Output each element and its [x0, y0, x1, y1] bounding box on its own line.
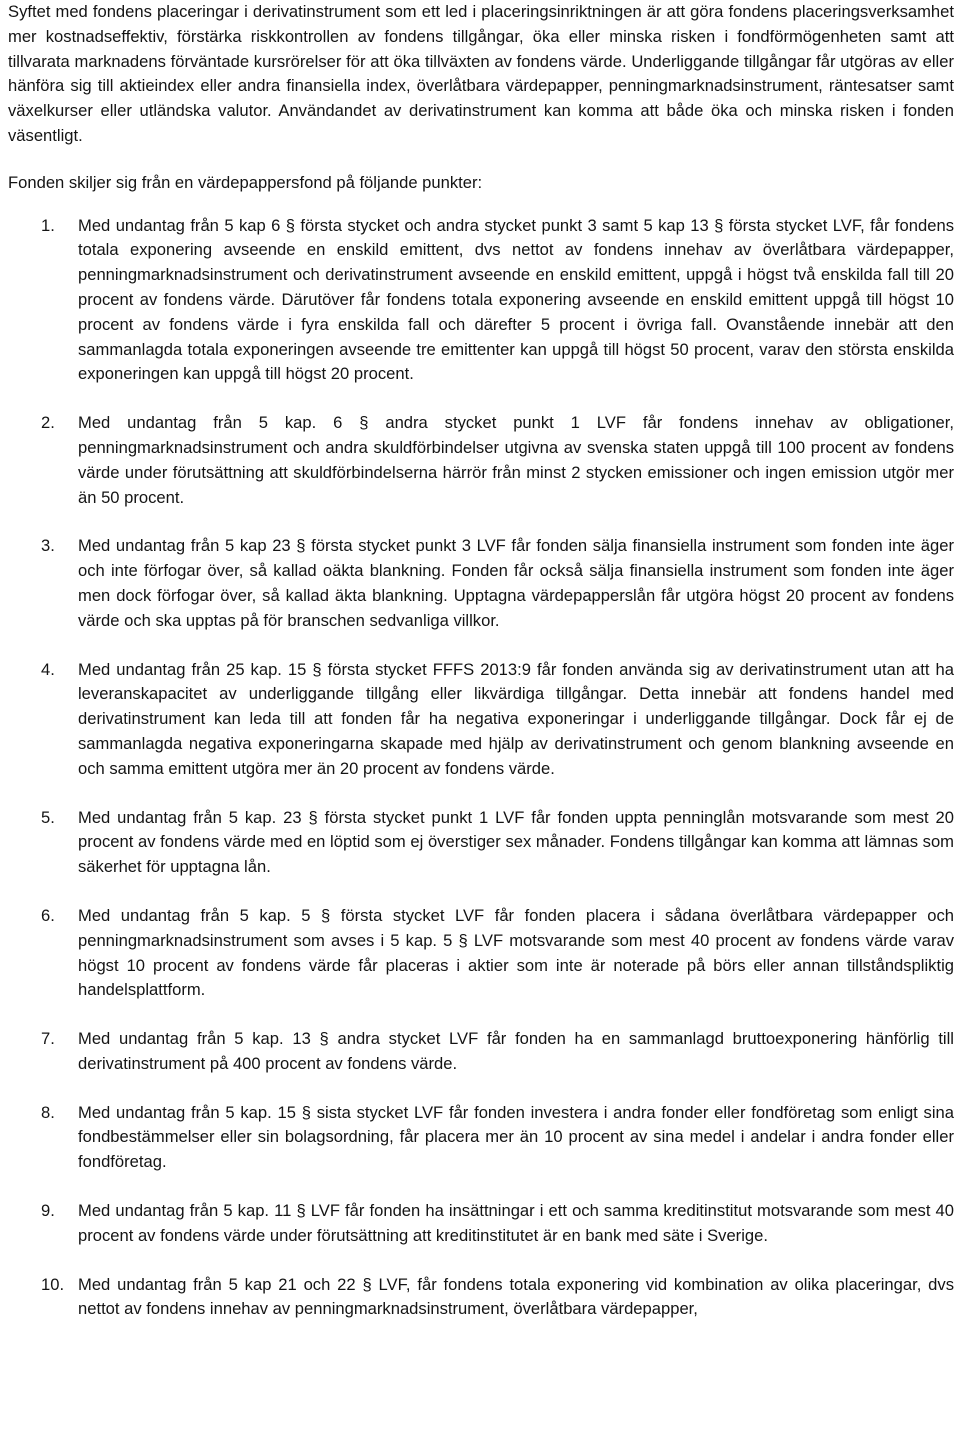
item-number: 10.: [41, 1274, 65, 1294]
item-number: 1.: [41, 215, 55, 235]
item-number: 9.: [41, 1201, 55, 1221]
list-lead-sentence: Fonden skiljer sig från en värdepappersfond på följande punkter:: [8, 172, 483, 192]
item-number: 7.: [41, 1029, 55, 1049]
list-item: [8, 534, 954, 633]
item-number: 3.: [41, 536, 55, 556]
item-text: Med undantag från 5 kap 6 § första stycket och andra stycket punkt 3 samt 5 kap 13 § första stycket LVF, får fondens totala exponering avseende en enskild emittent, dvs nettot av fondens innehav av överlåtbara värdepapper, penningmarknadsinstrument och derivatinstrument avseende en enskild emittent, uppgå i högst två enskilda fall till 20 procent av fondens värde. Därutöver får fondens totala exponering avseende en enskild emittent uppgå till högst 10 procent av fondens värde i fyra enskilda fall och därefter 5 procent i övriga fall. Ovanstående innebär att den sammanlagda totala exponeringen avseende tre emittenter kan uppgå till högst 50 procent, varav den största enskilda exponeringen kan uppgå till högst 20 procent.: [78, 215, 954, 384]
list-item: [8, 1027, 954, 1077]
item-number: 4.: [41, 659, 55, 679]
numbered-list: [8, 214, 954, 1323]
item-text: Med undantag från 5 kap. 5 § första stycket LVF får fonden placera i sådana överlåtbara värdepapper och penningmarknadsinstrument som avses i 5 kap. 5 § LVF motsvarande som mest 40 procent av fondens värde varav högst 10 procent av fondens värde får placeras i aktier som inte är noterade på börs eller annan tillståndspliktig handelsplattform.: [78, 905, 954, 1000]
list-item: [8, 658, 954, 782]
item-number: 8.: [41, 1102, 55, 1122]
list-item: [8, 1199, 954, 1249]
item-text: Med undantag från 5 kap. 13 § andra stycket LVF får fonden ha en sammanlagd bruttoexponering hänförlig till derivatinstrument på 400 procent av fondens värde.: [78, 1029, 954, 1073]
list-item: [8, 214, 954, 388]
list-item: [8, 1273, 954, 1323]
list-item: [8, 806, 954, 880]
list-item: [8, 1101, 954, 1175]
item-text: Med undantag från 5 kap. 23 § första stycket punkt 1 LVF får fonden uppta penninglån motsvarande som mest 20 procent av fondens värde med en löptid som ej överstiger sex månader. Fondens tillgångar kan komma att lämnas som säkerhet för upptagna lån.: [78, 807, 954, 877]
item-text: Med undantag från 5 kap. 11 § LVF får fonden ha insättningar i ett och samma kreditinstitut motsvarande som mest 40 procent av fondens värde under förutsättning att kreditinstitutet är en bank med säte i Sverige.: [78, 1201, 954, 1245]
item-text: Med undantag från 25 kap. 15 § första stycket FFFS 2013:9 får fonden använda sig av derivatinstrument utan att ha leveranskapacitet av underliggande tillgång eller likvärdiga tillgångar. Detta innebär att fondens handel med derivatinstrument kan leda till att fonden får ha negativa exponeringar i underliggande tillgångar. Dock får ej de sammanlagda negativa exponeringarna skapade med hjälp av derivatinstrument och genom blankning avseende en och samma emittent utgöra mer än 20 procent av fondens värde.: [78, 659, 954, 778]
item-text: Med undantag från 5 kap. 15 § sista stycket LVF får fonden investera i andra fonder eller fondföretag som enligt sina fondbestämmelser eller sin bolagsordning, får placera mer än 10 procent av sina medel i andelar i andra fonder eller fondföretag.: [78, 1102, 954, 1172]
item-text: Med undantag från 5 kap. 6 § andra stycket punkt 1 LVF får fondens innehav av obligationer, penningmarknadsinstrument och andra skuldförbindelser utgivna av svenska staten uppgå till 100 procent av fondens värde under förutsättning att skuldförbindelserna härrör från minst 2 stycken emissioner och ingen emission utgör mer än 50 procent.: [78, 413, 954, 507]
list-item: [8, 904, 954, 1003]
item-number: 5.: [41, 807, 55, 827]
item-number: 6.: [41, 905, 55, 925]
item-number: 2.: [41, 413, 55, 433]
intro-paragraph: Syftet med fondens placeringar i derivatinstrument som ett led i placeringsinriktningen är att göra fondens placeringsverksamhet mer kostnadseffektiv, förstärka riskkontrollen av fondens tillgångar, öka eller minska risken i fondförmögenheten samt att tillvarata marknadens förväntade kursrörelser för att öka tillväxten av fondens värde. Underliggande tillgångar får utgöras av eller hänföra sig till aktieindex eller andra finansiella index, överlåtbara värdepapper, penningmarknadsinstrument, räntesatser samt växelkurser eller utländska valutor. Användandet av derivatinstrument kan komma att både öka och minska risken i fonden väsentligt.: [8, 2, 954, 145]
item-text: Med undantag från 5 kap 21 och 22 § LVF, får fondens totala exponering vid kombination av olika placeringar, dvs nettot av fondens innehav av penningmarknadsinstrument, överlåtbara värdepapper,: [78, 1274, 954, 1319]
item-text: Med undantag från 5 kap 23 § första stycket punkt 3 LVF får fonden sälja finansiella instrument som fonden inte äger och inte förfogar över, så kallad oäkta blankning. Fonden får också sälja finansiella instrument som fonden inte äger men dock förfogar över, så kallad äkta blankning. Upptagna värdepapperslån får utgöra högst 20 procent av fondens värde och ska upptas på för branschen sedvanliga villkor.: [78, 536, 954, 630]
list-item: [8, 411, 954, 510]
